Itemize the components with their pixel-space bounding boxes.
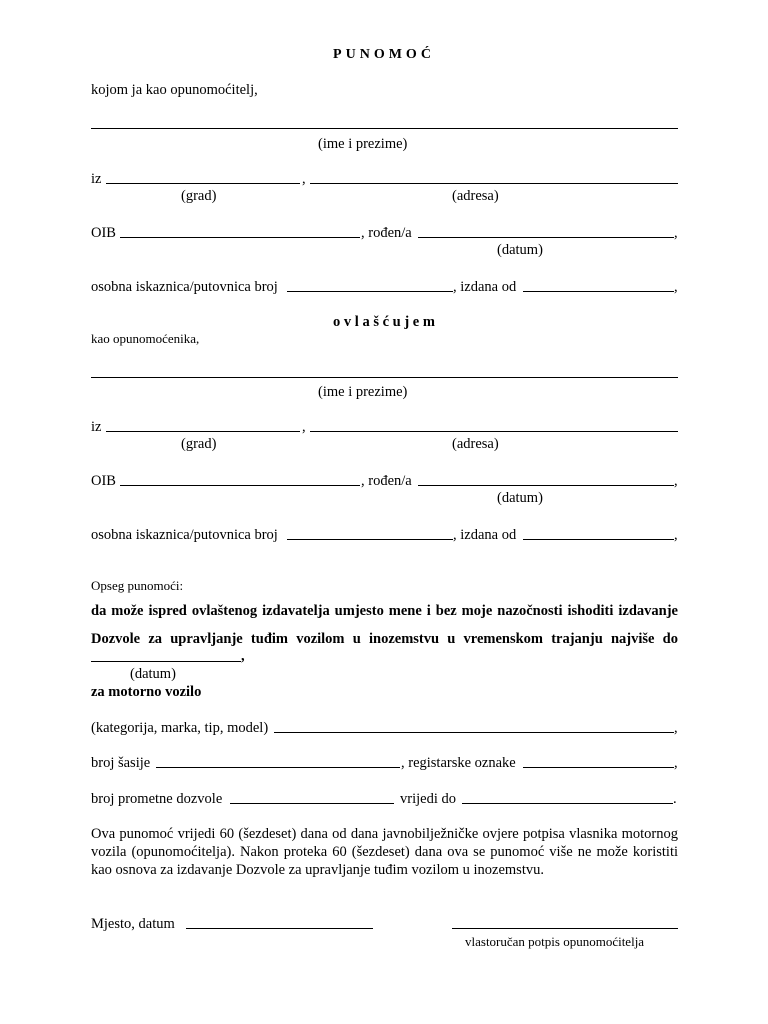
id-doc-label: osobna iskaznica/putovnica broj — [91, 527, 278, 543]
proxy-name-field[interactable] — [91, 377, 678, 378]
comma: , — [302, 419, 306, 435]
proxy-issuer-field[interactable] — [523, 539, 674, 540]
proxy-birthdate-field[interactable] — [418, 485, 674, 486]
born-label: , rođen/a — [361, 473, 412, 489]
from-label: iz — [91, 419, 102, 435]
principal-birthdate-field[interactable] — [418, 237, 674, 238]
principal-id-field[interactable] — [287, 291, 453, 292]
chassis-field[interactable] — [156, 767, 400, 768]
comma: , — [241, 648, 245, 664]
comma: , — [674, 755, 678, 771]
chassis-label: broj šasije — [91, 755, 151, 771]
valid-until-label: vrijedi do — [400, 791, 456, 807]
from-label: iz — [91, 171, 102, 187]
plates-field[interactable] — [523, 767, 674, 768]
principal-issuer-field[interactable] — [523, 291, 674, 292]
vehicle-category-label: (kategorija, marka, tip, model) — [91, 720, 269, 736]
intro-text: kojom ja kao opunomoćitelj, — [91, 82, 258, 98]
scope-line-1: da može ispred ovlaštenog izdavatelja umjesto mene i bez moje nazočnosti ishoditi izdavanje — [91, 603, 678, 619]
address-hint: (adresa) — [452, 188, 499, 204]
comma: , — [674, 720, 678, 736]
scope-date-field[interactable] — [91, 661, 241, 662]
signature-field[interactable] — [452, 928, 678, 929]
period: . — [673, 791, 677, 807]
principal-address-field[interactable] — [310, 183, 678, 184]
comma: , — [674, 527, 678, 543]
proxy-city-field[interactable] — [106, 431, 300, 432]
date-hint: (datum) — [497, 490, 543, 506]
signature-hint: vlastoručan potpis opunomoćitelja — [465, 934, 645, 949]
place-date-label: Mjesto, datum — [91, 916, 175, 932]
comma: , — [674, 225, 678, 241]
oib-label: OIB — [91, 225, 116, 241]
principal-city-field[interactable] — [106, 183, 300, 184]
comma: , — [674, 473, 678, 489]
proxy-intro: kao opunomoćenika, — [91, 331, 200, 346]
city-hint: (grad) — [181, 436, 217, 452]
comma: , — [302, 171, 306, 187]
principal-name-hint: (ime i prezime) — [318, 136, 408, 152]
scope-line-2: Dozvole za upravljanje tuđim vozilom u inozemstvu u vremenskom trajanju najviše do — [91, 631, 678, 647]
vehicle-heading: za motorno vozilo — [91, 684, 202, 700]
principal-oib-field[interactable] — [120, 237, 360, 238]
valid-until-field[interactable] — [462, 803, 673, 804]
proxy-oib-field[interactable] — [120, 485, 360, 486]
born-label: , rođen/a — [361, 225, 412, 241]
place-date-field[interactable] — [186, 928, 373, 929]
principal-name-field[interactable] — [91, 128, 678, 129]
city-hint: (grad) — [181, 188, 217, 204]
document-title: PUNOMOĆ — [333, 47, 435, 62]
plates-label: , registarske oznake — [401, 755, 516, 771]
issued-by-label: , izdana od — [453, 527, 517, 543]
date-hint: (datum) — [497, 242, 543, 258]
scope-heading: Opseg punomoći: — [91, 578, 184, 593]
traffic-permit-label: broj prometne dozvole — [91, 791, 223, 807]
address-hint: (adresa) — [452, 436, 499, 452]
oib-label: OIB — [91, 473, 116, 489]
authorize-heading: o v l a š ć u j e m — [333, 314, 435, 330]
validity-paragraph: Ova punomoć vrijedi 60 (šezdeset) dana od dana javnobilježničke ovjere potpisa vlasnika motornog vozila (opunomoćitelja). Nakon proteka 60 (šezdeset) dana ova se punomoć više ne može koristiti kao osnova za izdavanje Dozvole za upravljanje tuđim vozilom u inozemstvu. — [91, 826, 678, 878]
comma: , — [674, 279, 678, 295]
traffic-permit-field[interactable] — [230, 803, 394, 804]
id-doc-label: osobna iskaznica/putovnica broj — [91, 279, 278, 295]
scope-date-hint: (datum) — [130, 666, 176, 682]
issued-by-label: , izdana od — [453, 279, 517, 295]
vehicle-category-field[interactable] — [274, 732, 674, 733]
proxy-name-hint: (ime i prezime) — [318, 384, 408, 400]
proxy-address-field[interactable] — [310, 431, 678, 432]
proxy-id-field[interactable] — [287, 539, 453, 540]
